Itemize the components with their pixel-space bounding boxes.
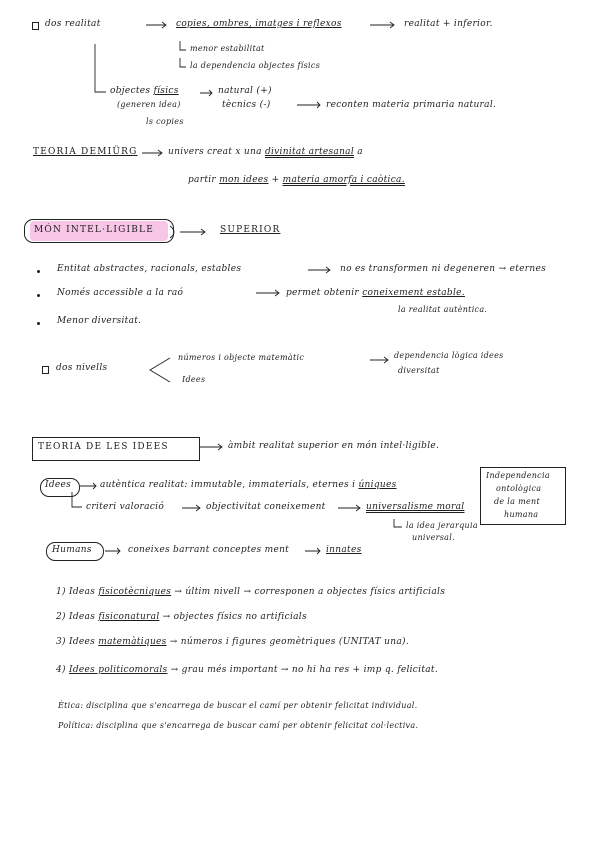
idees-uniques: úniques [358, 480, 397, 490]
bullet-icon [37, 294, 40, 297]
list-item [56, 665, 438, 675]
objectes-fisics: físics [153, 86, 179, 96]
tecnics-label: tècnics (-) [222, 100, 271, 110]
idees-tag: Idees [45, 480, 72, 490]
objectes-note-2: ls copies [146, 117, 184, 126]
nivell-1: números i objecte matemàtic [178, 353, 305, 362]
list-item [56, 587, 445, 597]
teoria-title: TEORIA DE LES IDEES [38, 442, 169, 452]
politica-label: Política [58, 721, 91, 730]
bullet-icon [37, 322, 40, 325]
idees-line [100, 480, 397, 490]
mon-bullet-3: Menor diversitat. [57, 316, 142, 326]
nivell-right-1: dependencia lògica idees [394, 351, 504, 360]
box-line-1: Independencia [486, 471, 550, 480]
humans-tag: Humans [52, 545, 92, 555]
criteri-label: criteri valoració [86, 502, 165, 512]
list-tail: → objectes físics no artificials [162, 612, 307, 622]
list-num: 3) [56, 637, 66, 647]
teoria-tail: àmbit realitat superior en món intel·ligible. [228, 441, 440, 451]
mon-title: MÓN INTEL·LIGIBLE [34, 225, 155, 235]
list-num: 2) [56, 612, 66, 622]
ombres-tail-1: copies, ombres, imatges i reflexos [176, 19, 342, 29]
nivell-2: Idees [182, 375, 206, 384]
politica-text: : disciplina que s'encarrega de buscar camí per obtenir felicitat col·lectiva. [90, 721, 419, 730]
demiurg-title: TEORIA DEMIÜRG [33, 147, 138, 157]
checkbox-icon [42, 366, 49, 374]
list-key: matemàtiques [98, 637, 167, 647]
ombres-sub-2: la dependencia objectes físics [190, 61, 321, 70]
mon-superior: SUPERIOR [220, 225, 281, 235]
ombres-tail-2: realitat + inferior. [404, 19, 493, 29]
demiurg-l1b: divinitat artesanal [264, 147, 355, 157]
box-line-4: humana [504, 510, 539, 519]
mon-b2c: coneixement estable. [362, 288, 465, 298]
demiurg-l1c: a [357, 147, 363, 157]
humans-innates: innates [326, 545, 362, 555]
demiurg-l2d: materia amorfa i caòtica. [282, 175, 405, 185]
demiurg-l1a: univers creat x una [168, 147, 265, 157]
mon-bullet-1-tail: no es transformen ni degeneren → eternes [340, 264, 546, 274]
etica-label: Ètica [58, 701, 81, 710]
list-tail: → grau més important → no hi ha res + imp q. felicitat. [170, 665, 438, 675]
tecnics-tail: reconten materia primaria natural. [326, 100, 497, 110]
list-num: 4) [56, 665, 66, 675]
universal-note-1: la idea jerarquia [406, 521, 478, 530]
list-num: 1) [56, 587, 66, 597]
etica-text: : disciplina que s'encarrega de buscar el camí per obtenir felicitat individual. [80, 701, 418, 710]
list-key: fisicotècniques [98, 587, 172, 597]
mon-bullet-2: Només accessible a la raó [57, 288, 184, 298]
demiurg-line-1 [168, 147, 363, 157]
demiurg-l2c: + [271, 175, 283, 185]
politica-line [58, 721, 418, 730]
box-line-2: ontològica [496, 484, 542, 493]
universal-label: universalisme moral [366, 502, 465, 512]
etica-line [58, 701, 418, 710]
ombres-sub-1: menor estabilitat [190, 44, 265, 53]
list-tail: → últim nivell → corresponen a objectes físics artificials [174, 587, 446, 597]
demiurg-l2a: partir [188, 175, 220, 185]
universal-note-2: universal. [412, 533, 455, 542]
list-pre: Idees [69, 637, 99, 647]
objectes-note: (generen idea) [117, 100, 181, 109]
mon-bullet-2-note: la realitat autèntica. [398, 305, 488, 314]
list-item [56, 637, 409, 647]
list-key: fisiconatural [98, 612, 160, 622]
list-item [56, 612, 307, 622]
nivells-label: dos nivells [56, 363, 108, 373]
mon-bullet-2-tail [286, 288, 465, 298]
objectes-label [110, 86, 179, 96]
objectes-pre: objectes [110, 86, 154, 96]
idees-line-text: autèntica realitat: immutable, immaterials, eternes i [100, 480, 359, 490]
humans-line: coneixes barrant conceptes ment [128, 545, 290, 555]
ombres-lead: dos realitat [45, 19, 101, 29]
box-line-3: de la ment [494, 497, 540, 506]
nivell-right-2: diversitat [398, 366, 440, 375]
mon-b2b: permet obtenir [286, 288, 363, 298]
demiurg-line-2 [188, 175, 405, 185]
list-pre: Ideas [69, 587, 99, 597]
natural-label: natural (+) [218, 86, 272, 96]
objectivitat-label: objectivitat coneixement [206, 502, 326, 512]
bullet-icon [37, 270, 40, 273]
list-key: Idees politicomorals [69, 665, 168, 675]
list-pre: Ideas [69, 612, 99, 622]
demiurg-l2b: mon idees [219, 175, 269, 185]
list-tail: → números i figures geomètriques (UNITAT una). [169, 637, 410, 647]
mon-bullet-1: Entitat abstractes, racionals, estables [57, 264, 242, 274]
checkbox-icon [32, 22, 39, 30]
